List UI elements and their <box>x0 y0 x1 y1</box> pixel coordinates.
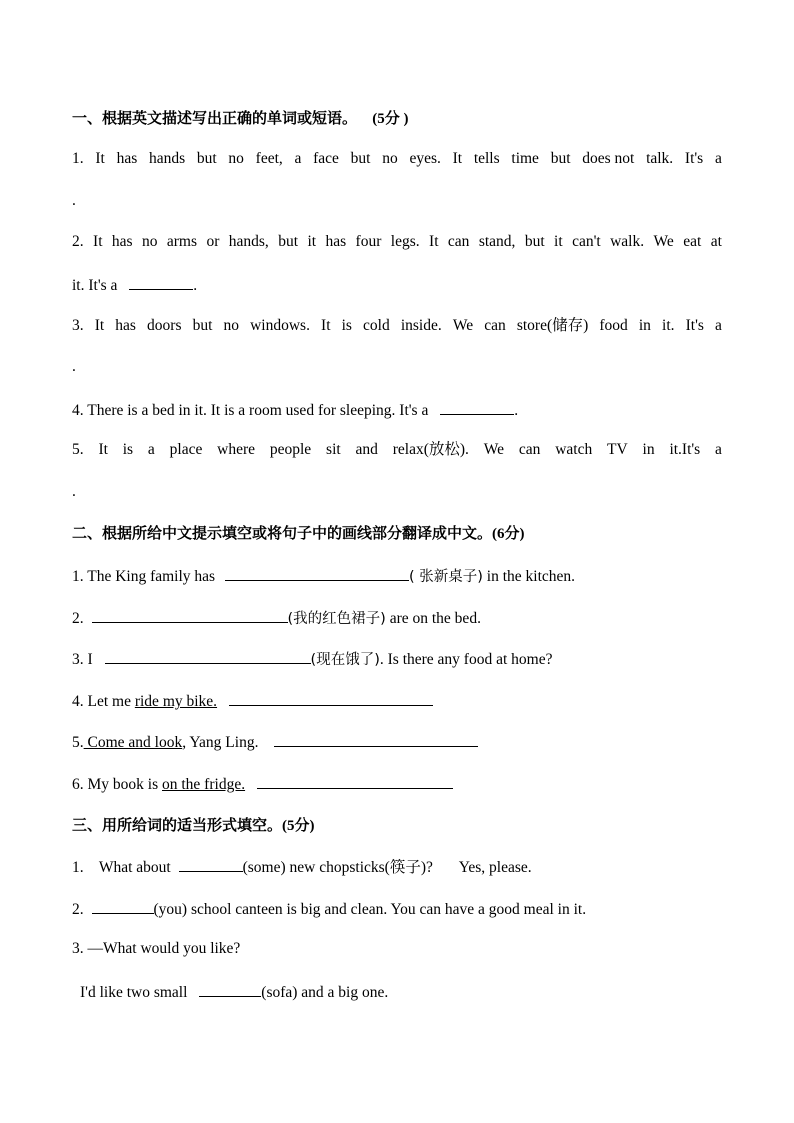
word: 2. <box>72 233 84 250</box>
s2-q3 <box>72 648 722 670</box>
s2-q2-hint: (我的红色裙子) <box>287 611 386 627</box>
word: We <box>452 317 474 334</box>
s1-q4-answer-blank[interactable] <box>440 399 514 415</box>
s2-q2-suffix: are on the bed. <box>389 610 481 627</box>
word: no <box>141 233 158 250</box>
s2-q1-answer-blank[interactable] <box>225 565 409 581</box>
s3-q3-answer-suffix: (sofa) and a big one. <box>261 984 389 1001</box>
s3-q1-hint: (some) new chopsticks(筷子)? <box>242 859 433 876</box>
word: It <box>94 317 105 334</box>
word: cold <box>363 317 390 334</box>
word: It <box>321 317 331 334</box>
word: place <box>169 441 203 458</box>
s1-q1-line2: . <box>72 192 76 209</box>
s3-q3-answer-prefix: I'd like two small <box>80 984 188 1001</box>
word: 1. <box>72 150 84 167</box>
word: and <box>355 441 378 458</box>
word: windows. <box>250 317 310 334</box>
s2-q5-prefix: 5. <box>72 734 84 751</box>
s2-q2-prefix: 2. <box>72 610 84 627</box>
s2-q1-hint: ( 张新桌子) <box>408 569 483 585</box>
word: face <box>313 150 339 167</box>
word: no <box>223 317 239 334</box>
word: 3. <box>72 317 84 334</box>
word: 5. <box>72 441 84 458</box>
word: We <box>653 233 674 250</box>
word: can <box>447 233 470 250</box>
word: but <box>524 233 545 250</box>
word: it. <box>662 317 675 334</box>
s3-q3-answer <box>80 981 730 1003</box>
word: It's <box>685 317 704 334</box>
word: a <box>147 441 155 458</box>
word: tells <box>473 150 500 167</box>
word: has <box>116 150 138 167</box>
s2-q4-prefix: 4. Let me <box>72 693 131 710</box>
section1-score: (5分 ) <box>372 111 409 127</box>
word: TV <box>607 441 628 458</box>
s1-q2-period: . <box>193 277 198 294</box>
word: no <box>382 150 398 167</box>
word: It's <box>684 150 704 167</box>
word: It <box>98 441 108 458</box>
word: walk. <box>610 233 645 250</box>
section1-title: 一、根据英文描述写出正确的单词或短语。 <box>72 109 358 127</box>
word: legs. <box>390 233 420 250</box>
s3-q2 <box>72 898 722 920</box>
word: but <box>196 150 217 167</box>
s2-q2-answer-blank[interactable] <box>92 607 288 623</box>
word: at <box>710 233 722 250</box>
word: food <box>599 317 628 334</box>
word: a <box>714 150 722 167</box>
word: It <box>95 150 105 167</box>
s2-q3-prefix: 3. I <box>72 651 93 668</box>
word: no <box>228 150 244 167</box>
section2-heading <box>72 523 722 544</box>
s3-q1-answer-blank[interactable] <box>179 856 243 872</box>
word: watch <box>555 441 593 458</box>
s2-q4-answer-blank[interactable] <box>229 690 433 706</box>
s2-q5-answer-blank[interactable] <box>274 731 478 747</box>
s3-q1 <box>72 856 722 878</box>
s1-q5-line2: . <box>72 483 76 500</box>
word: It <box>93 233 103 250</box>
s2-q3-answer-blank[interactable] <box>105 648 311 664</box>
word: inside. <box>400 317 442 334</box>
s2-q4 <box>72 690 722 712</box>
word: arms <box>166 233 198 250</box>
word: eat <box>683 233 702 250</box>
section1-heading <box>72 108 722 129</box>
word: or <box>206 233 220 250</box>
word: can <box>484 317 506 334</box>
section3-title: 三、用所给词的适当形式填空。 <box>72 816 283 834</box>
word: but <box>550 150 571 167</box>
word: feet, <box>255 150 283 167</box>
word: in <box>642 441 655 458</box>
s2-q4-underlined: ride my bike. <box>134 693 218 710</box>
s1-q2-text: it. It's a <box>72 277 118 294</box>
s1-q5-line1 <box>72 440 722 460</box>
s1-q3-line2: . <box>72 358 76 375</box>
s1-q4-text: 4. There is a bed in it. It is a room used for sleeping. It's a <box>72 402 429 419</box>
s3-q3-question: 3. —What would you like? <box>72 940 241 957</box>
word: has <box>111 233 133 250</box>
s2-q1-suffix: in the kitchen. <box>486 568 576 585</box>
s3-q2-prefix: 2. <box>72 901 84 918</box>
s1-q2-line1 <box>72 232 722 252</box>
word: is <box>122 441 134 458</box>
word: store(储存) <box>516 317 589 334</box>
word: it.It's <box>669 441 701 458</box>
s2-q5-underlined: Come and look <box>83 734 183 751</box>
word: can <box>518 441 541 458</box>
section2-title: 二、根据所给中文提示填空或将句子中的画线部分翻译成中文。 <box>72 524 493 542</box>
s2-q1 <box>72 565 722 587</box>
s1-q2-answer-blank[interactable] <box>129 274 193 290</box>
s3-q2-answer-blank[interactable] <box>92 898 154 914</box>
word: but <box>350 150 371 167</box>
word: it <box>307 233 317 250</box>
word: but <box>278 233 299 250</box>
word: It <box>452 150 463 167</box>
s2-q3-hint: (现在饿了) <box>310 652 380 668</box>
s3-q2-suffix: (you) school canteen is big and clean. You can have a good meal in it. <box>153 901 587 918</box>
s3-q1-suffix: Yes, please. <box>458 859 532 876</box>
s1-q4 <box>72 399 722 421</box>
s3-q1-prefix: 1. What about <box>72 859 171 876</box>
word: but <box>192 317 213 334</box>
s1-q1-line1 <box>72 149 722 169</box>
section2-score: (6分) <box>492 526 525 542</box>
s2-q3-suffix: . Is there any food at home? <box>379 651 553 668</box>
word: is <box>341 317 352 334</box>
s3-q3-answer-blank[interactable] <box>199 981 261 997</box>
word: hands <box>148 150 186 167</box>
word: a <box>294 150 302 167</box>
word: sit <box>326 441 341 458</box>
s2-q6-answer-blank[interactable] <box>257 773 453 789</box>
word: where <box>217 441 256 458</box>
s1-q4-period: . <box>514 402 519 419</box>
word: talk. <box>646 150 674 167</box>
word: can't <box>572 233 601 250</box>
word: a <box>715 317 722 334</box>
s2-q6-prefix: 6. My book is <box>72 776 159 793</box>
s2-q6-underlined: on the fridge. <box>162 776 246 793</box>
word: time <box>511 150 539 167</box>
s2-q1-prefix: 1. The King family has <box>72 568 216 585</box>
word: four <box>355 233 382 250</box>
word: We <box>483 441 505 458</box>
word: it <box>554 233 563 250</box>
word: in <box>638 317 651 334</box>
word: eyes. <box>409 150 441 167</box>
s1-q3-line1 <box>72 316 722 336</box>
section3-heading <box>72 815 722 836</box>
s2-q5-suffix: , Yang Ling. <box>182 734 259 751</box>
word: It <box>429 233 439 250</box>
s1-q2-line2 <box>72 274 722 296</box>
word: relax(放松). <box>392 441 469 458</box>
word: has <box>115 317 136 334</box>
word: people <box>269 441 312 458</box>
word: doors <box>147 317 182 334</box>
section3-score: (5分) <box>282 818 315 834</box>
word: a <box>715 441 722 458</box>
word: stand, <box>478 233 516 250</box>
word: hands, <box>228 233 269 250</box>
s2-q2 <box>72 607 722 629</box>
s2-q5 <box>72 731 722 753</box>
word: does not <box>582 150 635 167</box>
word: has <box>325 233 347 250</box>
s2-q6 <box>72 773 722 795</box>
